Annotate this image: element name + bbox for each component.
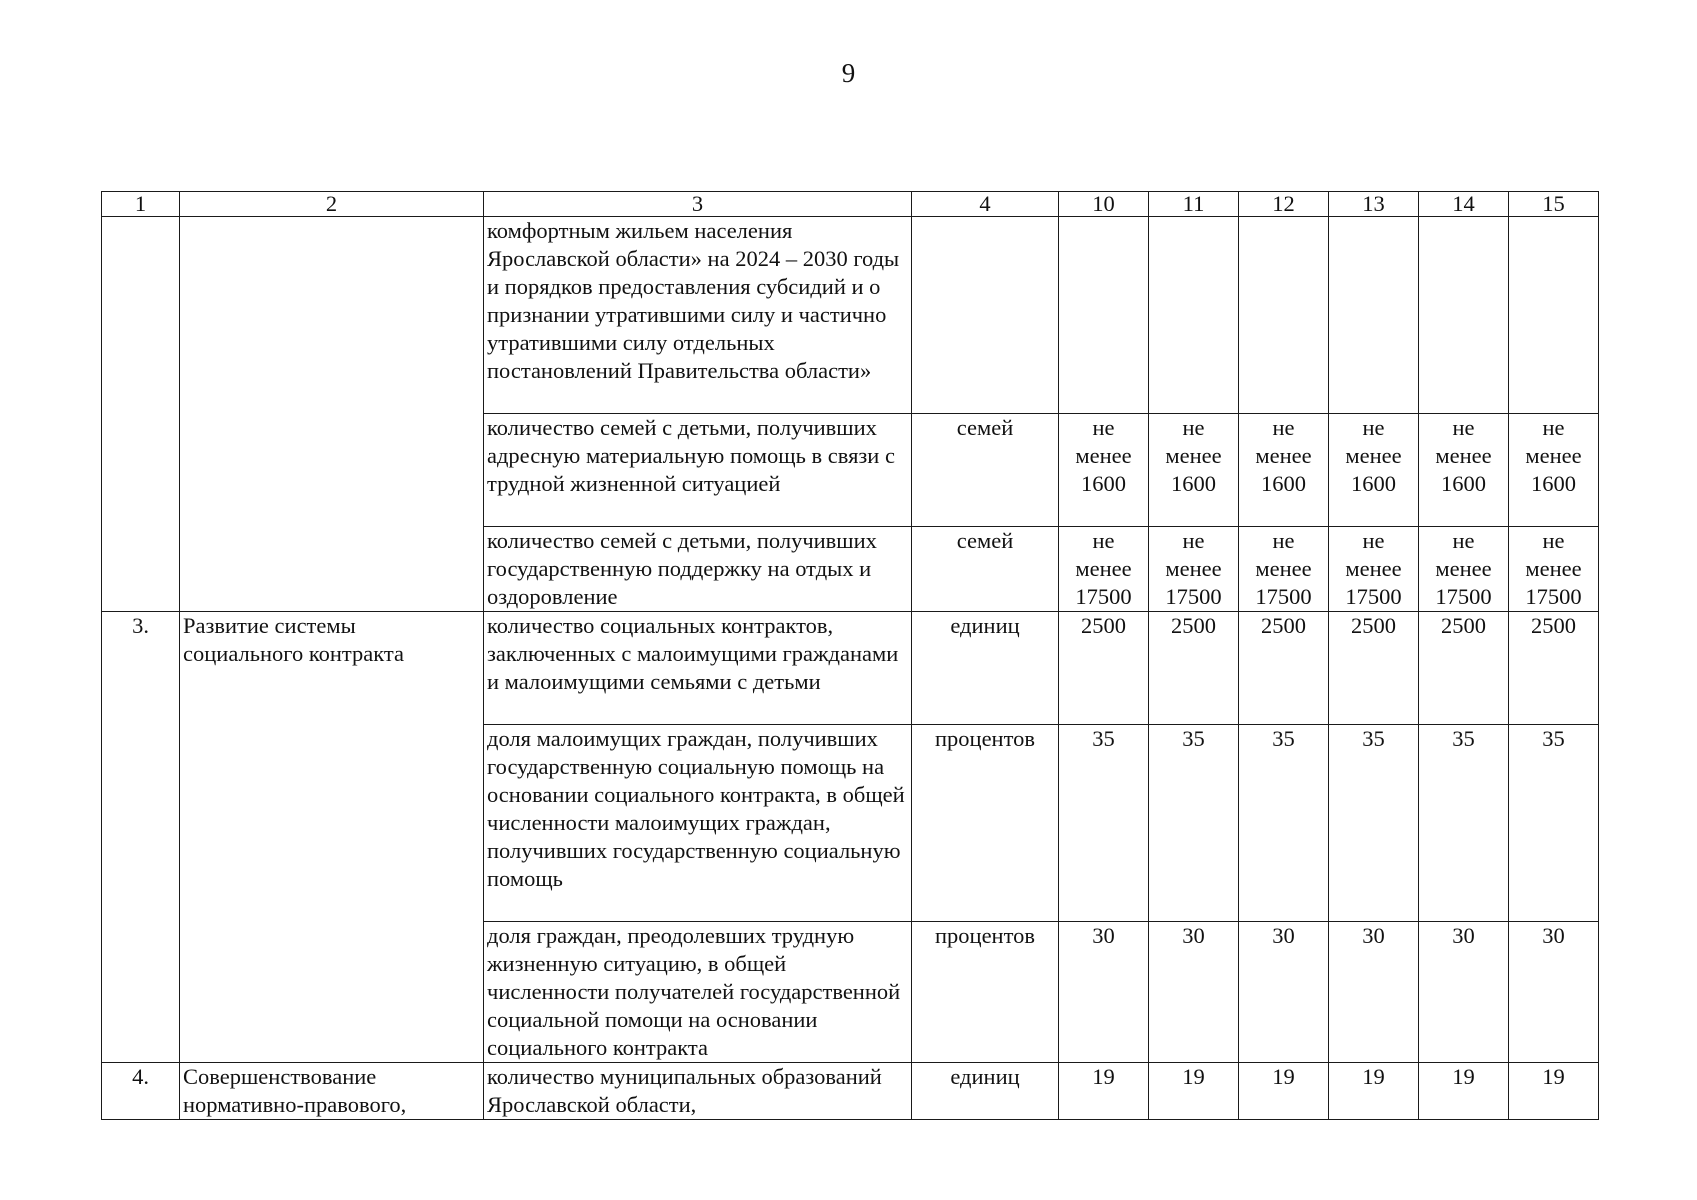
value-cell: не менее 17500: [1509, 527, 1599, 612]
value-cell: 30: [1149, 922, 1239, 1063]
value-cell: не менее 1600: [1059, 414, 1149, 527]
value-cell: 19: [1419, 1063, 1509, 1120]
row-number-cell: [102, 217, 180, 612]
value-cell: 30: [1329, 922, 1419, 1063]
header-cell: 15: [1509, 192, 1599, 217]
value-cell: 2500: [1149, 612, 1239, 725]
task-cell: [180, 217, 484, 612]
unit-cell: процентов: [912, 725, 1059, 922]
value-cell: 2500: [1059, 612, 1149, 725]
value-cell: не менее 1600: [1509, 414, 1599, 527]
value-cell: 35: [1239, 725, 1329, 922]
value-cell: 2500: [1419, 612, 1509, 725]
value-cell: [1329, 217, 1419, 414]
indicator-cell: количество семей с детьми, получивших государственную поддержку на отдых и оздоровление: [484, 527, 912, 612]
value-cell: не менее 17500: [1059, 527, 1149, 612]
header-cell: 1: [102, 192, 180, 217]
indicators-table: [101, 191, 1599, 1120]
value-cell: [1059, 217, 1149, 414]
value-cell: 19: [1239, 1063, 1329, 1120]
value-cell: [1509, 217, 1599, 414]
value-cell: не менее 17500: [1149, 527, 1239, 612]
indicator-cell: количество социальных контрактов, заключенных с малоимущими гражданами и малоимущими семьями с детьми: [484, 612, 912, 725]
value-cell: 2500: [1329, 612, 1419, 725]
value-cell: 35: [1329, 725, 1419, 922]
value-cell: 2500: [1509, 612, 1599, 725]
value-cell: [1239, 217, 1329, 414]
value-cell: 30: [1509, 922, 1599, 1063]
table-row: [102, 1063, 1599, 1120]
unit-cell: процентов: [912, 922, 1059, 1063]
header-cell: 11: [1149, 192, 1239, 217]
unit-cell: семей: [912, 527, 1059, 612]
value-cell: 2500: [1239, 612, 1329, 725]
value-cell: 30: [1239, 922, 1329, 1063]
header-cell: 2: [180, 192, 484, 217]
header-cell: 14: [1419, 192, 1509, 217]
page-number: 9: [841, 58, 856, 88]
value-cell: 30: [1419, 922, 1509, 1063]
value-cell: не менее 17500: [1419, 527, 1509, 612]
task-cell: Совершенствование нормативно-правового,: [180, 1063, 484, 1120]
value-cell: 19: [1509, 1063, 1599, 1120]
header-cell: 12: [1239, 192, 1329, 217]
table-row: [102, 217, 1599, 414]
value-cell: не менее 1600: [1239, 414, 1329, 527]
value-cell: 19: [1149, 1063, 1239, 1120]
table-row: [102, 612, 1599, 725]
value-cell: 35: [1419, 725, 1509, 922]
indicator-cell: количество семей с детьми, получивших адресную материальную помощь в связи с трудной жизненной ситуацией: [484, 414, 912, 527]
task-cell: Развитие системы социального контракта: [180, 612, 484, 1063]
unit-cell: семей: [912, 414, 1059, 527]
unit-cell: [912, 217, 1059, 414]
header-cell: 3: [484, 192, 912, 217]
value-cell: 19: [1329, 1063, 1419, 1120]
value-cell: не менее 17500: [1329, 527, 1419, 612]
value-cell: 19: [1059, 1063, 1149, 1120]
value-cell: 30: [1059, 922, 1149, 1063]
unit-cell: единиц: [912, 612, 1059, 725]
unit-cell: единиц: [912, 1063, 1059, 1120]
indicator-cell: комфортным жильем населения Ярославской области» на 2024 – 2030 годы и порядков предоставления субсидий и о признании утратившими силу и частично утратившими силу отдельных постановлений Правительства области»: [484, 217, 912, 414]
value-cell: [1149, 217, 1239, 414]
value-cell: не менее 1600: [1329, 414, 1419, 527]
value-cell: 35: [1059, 725, 1149, 922]
header-cell: 13: [1329, 192, 1419, 217]
row-number-cell: 3.: [102, 612, 180, 1063]
indicator-cell: доля граждан, преодолевших трудную жизненную ситуацию, в общей численности получателей государственной социальной помощи на основании социального контракта: [484, 922, 912, 1063]
value-cell: [1419, 217, 1509, 414]
header-cell: 10: [1059, 192, 1149, 217]
value-cell: не менее 17500: [1239, 527, 1329, 612]
table-header-row: [102, 192, 1599, 217]
row-number-cell: 4.: [102, 1063, 180, 1120]
value-cell: не менее 1600: [1419, 414, 1509, 527]
value-cell: 35: [1509, 725, 1599, 922]
indicator-cell: количество муниципальных образований Ярославской области,: [484, 1063, 912, 1120]
value-cell: не менее 1600: [1149, 414, 1239, 527]
header-cell: 4: [912, 192, 1059, 217]
indicator-cell: доля малоимущих граждан, получивших государственную социальную помощь на основании социального контракта, в общей численности малоимущих граждан, получивших государственную социальную помощь: [484, 725, 912, 922]
value-cell: 35: [1149, 725, 1239, 922]
